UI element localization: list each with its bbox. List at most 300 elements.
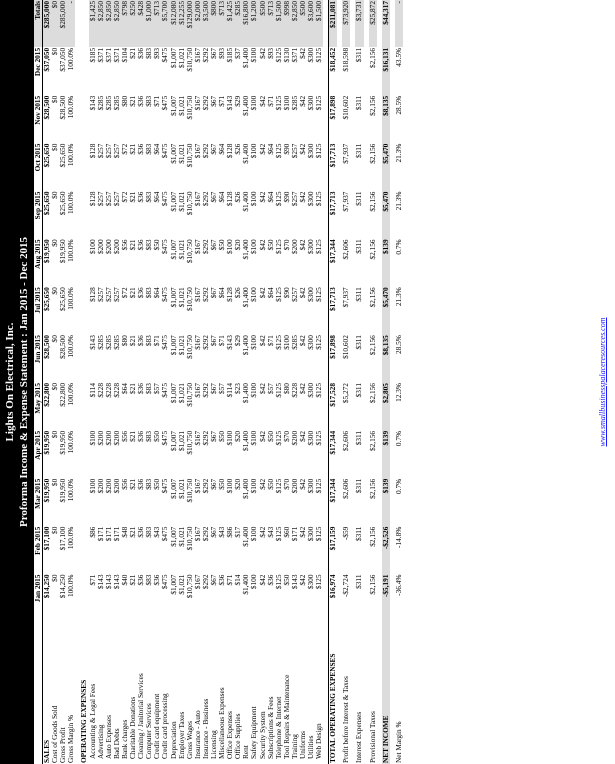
cell-value: $128 bbox=[87, 287, 97, 302]
cell-value: $311 bbox=[354, 574, 364, 589]
cell-value: $200 bbox=[95, 430, 105, 446]
cell-value: $67 bbox=[208, 287, 218, 299]
cell-value: $143 bbox=[103, 574, 113, 590]
cell-value: $292 bbox=[200, 574, 210, 590]
cell-value: $167 bbox=[192, 430, 202, 446]
expense-row bbox=[218, 0, 226, 764]
cell-value: $67 bbox=[208, 526, 218, 538]
cell-value: $1,425 bbox=[89, 0, 97, 47]
cell-value: $1,021 bbox=[176, 526, 186, 547]
cell-value: $0 bbox=[50, 239, 60, 247]
cell-value: $100 bbox=[249, 191, 259, 207]
cell-value: $475 bbox=[160, 191, 170, 207]
cell-value: $311 bbox=[354, 191, 364, 206]
cell-value: $1,007 bbox=[168, 143, 178, 164]
row-label: Rent bbox=[241, 745, 251, 759]
cell-value: $42 bbox=[257, 47, 267, 59]
cell-value: $21 bbox=[128, 143, 138, 155]
statement-header bbox=[0, 0, 34, 764]
cell-value: $17,713 bbox=[329, 191, 338, 239]
cell-value: -$2,526 bbox=[382, 526, 390, 574]
cell-value: $0 bbox=[50, 430, 60, 439]
cell-value: $10,750 bbox=[184, 287, 194, 311]
cell-value: $86 bbox=[225, 526, 235, 538]
row-label: Auto Expenses bbox=[103, 715, 113, 759]
cell-value: $1,007 bbox=[168, 287, 178, 308]
cell-value: $43 bbox=[152, 526, 162, 538]
cell-value: $64 bbox=[265, 191, 275, 203]
cell-value: $311 bbox=[354, 143, 364, 158]
cell-value: $50 bbox=[152, 239, 162, 251]
cell-value: $100 bbox=[249, 47, 259, 63]
cell-value: $300 bbox=[306, 143, 316, 159]
cell-value: $128 bbox=[87, 191, 97, 207]
cell-value: $25,872 bbox=[369, 0, 377, 47]
row-label: Security System bbox=[257, 711, 267, 759]
cell-value: $80 bbox=[281, 383, 291, 394]
cell-value: $44,317 bbox=[382, 0, 390, 47]
cell-value: $100 bbox=[225, 478, 235, 494]
column-header: Jan 2015 bbox=[34, 574, 43, 622]
row-label: Employer Taxes bbox=[176, 711, 186, 759]
cell-value: $100 bbox=[249, 526, 259, 542]
cell-value: 21.3% bbox=[393, 143, 403, 163]
cell-value: $16,974 bbox=[329, 574, 338, 622]
cell-value: $60 bbox=[281, 526, 291, 538]
cell-value: $257 bbox=[111, 191, 121, 207]
cell-value: $26 bbox=[233, 287, 243, 299]
cell-value: $36 bbox=[265, 574, 275, 586]
cell-value: $100 bbox=[249, 574, 259, 590]
cell-value: $10,750 bbox=[184, 239, 194, 264]
cell-value: $72 bbox=[119, 287, 129, 299]
cell-value: 100.0% bbox=[66, 95, 76, 119]
cell-value: $36 bbox=[136, 239, 146, 251]
cell-value: $0 bbox=[51, 0, 59, 47]
expense-row bbox=[153, 0, 161, 764]
cell-value: $83 bbox=[144, 95, 154, 107]
cell-value: $83 bbox=[144, 143, 154, 155]
cell-value: $80 bbox=[119, 95, 129, 107]
cell-value: $37,050 bbox=[42, 47, 52, 72]
cell-value: $42 bbox=[257, 526, 267, 538]
cell-value: $83 bbox=[144, 526, 154, 538]
row-label: Insurance - Auto bbox=[192, 710, 202, 759]
cell-value: $475 bbox=[160, 287, 170, 302]
cell-value: $125 bbox=[273, 383, 283, 398]
cell-value: $26 bbox=[233, 191, 243, 203]
row-label: Provisional Taxes bbox=[367, 711, 377, 763]
cell-value: $1,400 bbox=[241, 430, 251, 451]
column-header: Oct 2015 bbox=[34, 143, 43, 191]
cell-value: $21 bbox=[128, 574, 138, 586]
cell-value: $1,400 bbox=[241, 191, 251, 212]
cell-value: $167 bbox=[192, 478, 202, 494]
row-label: Insurance - Business bbox=[200, 698, 210, 759]
cell-value: $125 bbox=[273, 143, 283, 159]
income-statement-table bbox=[34, 0, 403, 764]
cell-value: $17,898 bbox=[329, 95, 338, 143]
cell-value: $1,021 bbox=[176, 47, 186, 68]
cell-value: $2,606 bbox=[341, 478, 351, 499]
cell-value: $17,100 bbox=[58, 526, 68, 551]
cell-value: $8,135 bbox=[382, 95, 390, 143]
expense-row bbox=[186, 0, 194, 764]
cell-value: $475 bbox=[160, 430, 170, 446]
cell-value: $292 bbox=[200, 478, 210, 494]
cell-value: $20 bbox=[233, 239, 243, 251]
cell-value: $475 bbox=[160, 143, 170, 159]
cell-value: $228 bbox=[289, 383, 299, 398]
cell-value: $83 bbox=[144, 335, 154, 347]
cell-value: $21 bbox=[128, 47, 138, 59]
cell-value: $67 bbox=[208, 239, 218, 251]
cell-value: $167 bbox=[192, 191, 202, 207]
cell-value: $42 bbox=[298, 239, 307, 251]
cell-value: $50 bbox=[152, 430, 162, 442]
website-link[interactable]: www.smallbusinesspalaceresources.com bbox=[598, 317, 607, 447]
row-label: Interest Expenses bbox=[354, 711, 364, 763]
cell-value: $1,007 bbox=[168, 95, 178, 116]
cell-value: $12,080 bbox=[170, 0, 178, 47]
cell-value: $300 bbox=[306, 191, 316, 207]
cell-value: $2,156 bbox=[367, 47, 377, 68]
cell-value: $90 bbox=[281, 191, 291, 203]
column-header: Dec 2015 bbox=[34, 47, 43, 95]
expense-row bbox=[259, 0, 267, 764]
cell-value: $67 bbox=[208, 143, 218, 155]
cell-value: $72 bbox=[119, 143, 129, 155]
cell-value: $71 bbox=[265, 335, 275, 347]
cell-value: $17,898 bbox=[329, 334, 338, 382]
cell-value: $83 bbox=[144, 478, 154, 490]
cell-value: $0 bbox=[50, 574, 60, 582]
cell-value: $475 bbox=[160, 478, 170, 494]
cell-value: $5,470 bbox=[382, 286, 390, 334]
cell-value: $67 bbox=[208, 478, 218, 490]
cell-value: $57 bbox=[217, 383, 227, 394]
cell-value: $70 bbox=[281, 478, 291, 490]
cell-value: $71 bbox=[152, 335, 162, 347]
cell-value: $311 bbox=[354, 47, 364, 63]
cell-value: $83 bbox=[144, 191, 154, 203]
cell-value: $1,400 bbox=[241, 239, 251, 260]
expense-row bbox=[315, 0, 323, 764]
cell-value: $257 bbox=[95, 143, 105, 159]
cell-value: $1,021 bbox=[176, 191, 186, 212]
cell-value: $292 bbox=[200, 383, 210, 398]
cell-value: $257 bbox=[95, 287, 105, 302]
cell-value: -$59 bbox=[341, 526, 351, 541]
cell-value: $475 bbox=[160, 239, 170, 254]
cell-value: $1,021 bbox=[176, 478, 186, 499]
cell-value: $257 bbox=[289, 287, 299, 302]
cell-value: $67 bbox=[208, 335, 218, 347]
row-label: Depreciation bbox=[168, 721, 178, 759]
cell-value: $257 bbox=[103, 191, 113, 207]
cell-value: $300 bbox=[306, 239, 316, 254]
cell-value: $185 bbox=[225, 47, 235, 63]
cell-value: $311 bbox=[354, 526, 364, 541]
cell-value: $42 bbox=[298, 287, 307, 299]
cell-value: $73,920 bbox=[342, 0, 350, 47]
cell-value: $10,750 bbox=[184, 335, 194, 359]
cell-value: $125 bbox=[273, 430, 283, 446]
cell-value: $42 bbox=[298, 95, 307, 107]
cell-value: $200 bbox=[289, 478, 299, 494]
cell-value: - bbox=[395, 0, 403, 47]
cell-value: $64 bbox=[265, 143, 275, 155]
cell-value: $125 bbox=[314, 239, 324, 254]
cell-value: 28.5% bbox=[393, 335, 403, 355]
cell-value: $100 bbox=[281, 95, 291, 111]
cell-value: $42 bbox=[298, 143, 307, 155]
cell-value: $64 bbox=[217, 191, 227, 203]
row-label: Tool Repairs & Maintenance bbox=[281, 674, 291, 759]
cell-value: $2,156 bbox=[367, 143, 377, 164]
cell-value: $42 bbox=[298, 430, 307, 442]
cell-value: $70 bbox=[281, 239, 291, 251]
cell-value: $475 bbox=[160, 574, 170, 590]
cell-value: 100.0% bbox=[66, 335, 76, 358]
cell-value: $17,100 bbox=[42, 526, 52, 551]
cell-value: $139 bbox=[382, 478, 390, 526]
cell-value: $100 bbox=[281, 335, 291, 350]
cell-value: $56 bbox=[119, 478, 129, 490]
cell-value: $125 bbox=[314, 95, 324, 111]
cell-value: $292 bbox=[200, 95, 210, 111]
cell-value: $25,650 bbox=[42, 143, 52, 168]
cell-value: $71 bbox=[225, 574, 235, 586]
cell-value: $36 bbox=[136, 287, 146, 299]
cell-value: $64 bbox=[265, 287, 275, 299]
cell-value: $1,400 bbox=[241, 478, 251, 499]
cell-value: $1,200 bbox=[250, 0, 258, 47]
cell-value: $167 bbox=[192, 95, 202, 111]
cell-value: $0 bbox=[50, 383, 60, 391]
cell-value: -14.8% bbox=[393, 526, 403, 548]
cell-value: $285,000 bbox=[59, 0, 67, 47]
cell-value: $19,950 bbox=[58, 239, 68, 264]
cell-value: $43 bbox=[217, 526, 227, 538]
cell-value: $42 bbox=[298, 335, 307, 347]
cell-value: $300 bbox=[306, 430, 316, 446]
cell-value: $42 bbox=[257, 95, 267, 107]
cell-value: $2,156 bbox=[367, 383, 377, 404]
expense-row bbox=[202, 0, 210, 764]
row-label: Credit card processing bbox=[160, 693, 170, 759]
cell-value: $200 bbox=[95, 239, 105, 254]
cell-value: $22,800 bbox=[58, 383, 68, 407]
row-label: Miscellaneous Expenses bbox=[217, 687, 227, 759]
cell-value: $25,650 bbox=[58, 143, 68, 168]
cell-value: $42 bbox=[257, 143, 267, 155]
cell-value: $5,700 bbox=[161, 0, 169, 47]
cell-value: $200 bbox=[289, 239, 299, 254]
cell-value: $2,850 bbox=[291, 0, 299, 47]
cell-value: $67 bbox=[208, 430, 218, 442]
row-label: Training bbox=[289, 734, 299, 759]
cell-value: $10,750 bbox=[184, 478, 194, 503]
row-label: Uniforms bbox=[298, 731, 307, 759]
expense-row bbox=[291, 0, 299, 764]
cell-value: $128 bbox=[225, 191, 235, 207]
cell-value: $257 bbox=[289, 191, 299, 207]
cell-value: $300 bbox=[306, 526, 316, 542]
cell-value: $125 bbox=[314, 143, 324, 159]
column-header: Apr 2015 bbox=[34, 430, 43, 478]
cell-value: $21 bbox=[128, 239, 138, 251]
cell-value: $1,500 bbox=[275, 0, 283, 47]
cell-value: $2,156 bbox=[367, 191, 377, 212]
cell-value: 43.5% bbox=[393, 47, 403, 67]
cell-value: $100 bbox=[249, 239, 259, 254]
cell-value: $1,021 bbox=[176, 143, 186, 164]
cell-value: $19,950 bbox=[58, 430, 68, 455]
cell-value: $10,602 bbox=[341, 335, 351, 359]
cell-value: $713 bbox=[267, 0, 275, 47]
cell-value: $21 bbox=[128, 526, 138, 538]
cell-value: $125 bbox=[314, 287, 324, 302]
row-label: Bank charges bbox=[119, 719, 129, 759]
cell-value: 100.0% bbox=[66, 383, 76, 406]
cell-value: $67 bbox=[208, 191, 218, 203]
cell-value: $10,750 bbox=[184, 143, 194, 168]
cell-value: $285 bbox=[289, 335, 299, 350]
cell-value: $125 bbox=[314, 478, 324, 494]
cell-value: $200 bbox=[111, 478, 121, 494]
expense-row bbox=[283, 0, 291, 764]
cell-value: $139 bbox=[382, 238, 390, 286]
cell-value: $5,470 bbox=[382, 143, 390, 191]
cell-value: $29 bbox=[233, 335, 243, 347]
cell-value: $2,606 bbox=[341, 430, 351, 451]
cell-value: $42 bbox=[257, 287, 267, 299]
cell-value: $14 bbox=[233, 574, 243, 586]
cell-value: $500 bbox=[299, 0, 307, 47]
cell-value: $371 bbox=[95, 47, 105, 63]
cell-value: $114 bbox=[225, 383, 235, 398]
cell-value: $167 bbox=[192, 47, 202, 63]
cell-value: $311 bbox=[354, 430, 364, 446]
cell-value: $2,156 bbox=[367, 239, 377, 260]
cell-value: $43 bbox=[265, 526, 275, 538]
cell-value: $1,021 bbox=[176, 430, 186, 451]
cell-value: $37 bbox=[233, 47, 243, 59]
cell-value: $93 bbox=[217, 47, 227, 59]
cell-value: $311 bbox=[354, 239, 364, 254]
cell-value: $2,850 bbox=[113, 0, 121, 47]
cell-value: $10,750 bbox=[184, 430, 194, 455]
cell-value: $1,400 bbox=[241, 526, 251, 547]
cell-value: $0 bbox=[50, 47, 60, 56]
expense-row bbox=[267, 0, 275, 764]
cell-value: $1,007 bbox=[168, 335, 178, 356]
cell-value: $25,650 bbox=[42, 287, 52, 311]
cell-value: $171 bbox=[111, 526, 121, 542]
cell-value: $167 bbox=[192, 335, 202, 350]
cell-value: $167 bbox=[192, 383, 202, 398]
cell-value: $257 bbox=[95, 191, 105, 207]
summary-row bbox=[369, 0, 377, 764]
cell-value: 100.0% bbox=[66, 526, 76, 550]
cell-value: $1,021 bbox=[176, 95, 186, 116]
cell-value: $143 bbox=[289, 574, 299, 590]
cell-value: $36 bbox=[136, 383, 146, 394]
cell-value: $71 bbox=[265, 95, 275, 107]
cell-value: $475 bbox=[160, 526, 170, 542]
cell-value: $23 bbox=[233, 383, 243, 394]
cell-value: $0 bbox=[50, 95, 60, 104]
column-header: Totals bbox=[34, 0, 43, 47]
row-label: Bad Debts bbox=[111, 728, 121, 759]
cell-value: $71 bbox=[217, 95, 227, 107]
cell-value: $19,950 bbox=[58, 478, 68, 503]
cell-value: $143 bbox=[95, 574, 105, 590]
cell-value: $200 bbox=[103, 430, 113, 446]
cell-value: $171 bbox=[289, 526, 299, 542]
company-name: Lights On Electrical, Inc. bbox=[4, 322, 16, 442]
cell-value: $42 bbox=[298, 574, 307, 586]
cell-value: $125 bbox=[273, 47, 283, 63]
cell-value: $12,255 bbox=[178, 0, 186, 47]
cell-value: -$2,724 bbox=[341, 574, 351, 598]
cell-value: $285 bbox=[103, 95, 113, 111]
column-header: Aug 2015 bbox=[34, 238, 43, 286]
cell-value: $292 bbox=[200, 191, 210, 207]
cell-value: $300 bbox=[306, 574, 316, 590]
cell-value: $26 bbox=[233, 143, 243, 155]
cell-value: $100 bbox=[249, 335, 259, 350]
cell-value: 100.0% bbox=[66, 239, 76, 262]
cell-value: $67 bbox=[208, 95, 218, 107]
row-label: Office Supplies bbox=[233, 713, 243, 759]
cell-value: $2,805 bbox=[382, 382, 390, 430]
cell-value: $21 bbox=[128, 95, 138, 107]
summary-row bbox=[382, 0, 390, 764]
cell-value: $36 bbox=[136, 478, 146, 490]
cell-value: $37,050 bbox=[58, 47, 68, 72]
cell-value: $70 bbox=[281, 430, 291, 442]
cell-value: $21 bbox=[128, 478, 138, 490]
cell-value: $93 bbox=[265, 47, 275, 59]
cell-value: $285 bbox=[95, 95, 105, 111]
cell-value: $292 bbox=[200, 287, 210, 302]
cell-value: $143 bbox=[225, 95, 235, 111]
cell-value: $1,021 bbox=[176, 383, 186, 404]
cell-value: $300 bbox=[306, 383, 316, 398]
cell-value: $17,344 bbox=[329, 238, 338, 286]
cell-value: $300 bbox=[306, 47, 316, 63]
cell-value: $125 bbox=[273, 239, 283, 254]
cell-value: $257 bbox=[111, 287, 121, 302]
cell-value: $311 bbox=[354, 335, 364, 350]
cell-value: $3,500 bbox=[202, 0, 210, 47]
cell-value: $72 bbox=[119, 191, 129, 203]
cell-value: $200 bbox=[95, 478, 105, 494]
cell-value: $1,007 bbox=[168, 430, 178, 451]
row-label: Computer Services bbox=[144, 703, 154, 759]
cell-value: $371 bbox=[103, 47, 113, 63]
cell-value: $2,850 bbox=[97, 0, 105, 47]
column-header: Nov 2015 bbox=[34, 95, 43, 143]
row-label: Cost of Goods Sold bbox=[50, 705, 60, 763]
cell-value: $292 bbox=[200, 526, 210, 542]
cell-value: $185 bbox=[87, 47, 97, 63]
expense-row bbox=[89, 0, 97, 764]
cell-value: $285 bbox=[95, 335, 105, 350]
row-label: Licensing bbox=[208, 730, 218, 759]
